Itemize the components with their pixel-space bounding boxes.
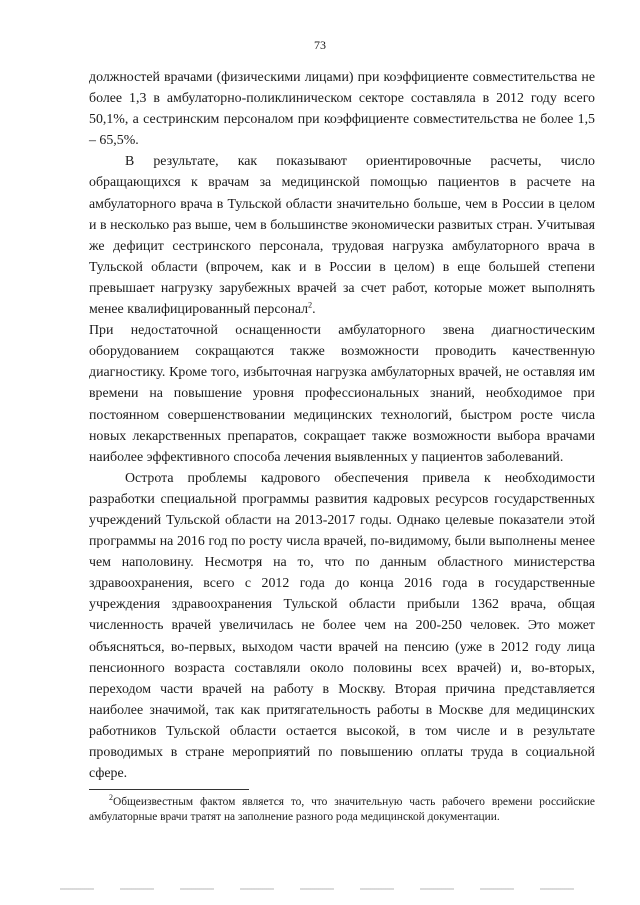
footnote-reference[interactable]: 2 [308,300,313,310]
body-text [89,67,595,784]
page-number: 73 [314,38,326,52]
footnote [89,795,595,825]
footnote-separator [89,789,249,790]
footnote-reference-tail: . [312,302,316,318]
footnote-body [89,795,595,825]
paragraph-4: Острота проблемы кадрового обеспечения привела к необходимости разработки специальной программы развития кадровых ресурсов государственных учреждений Тульской области на 2013-2017 годы. Однако целевые показатели этой программы на 2016 год по росту числа врачей, по-видимому, были выполнены менее чем наполовину. Несмотря на то, что по данным областного министерства здравоохранения, всего с 2012 года до конца 2016 года в государственные учреждения здравоохранения Тульской области прибыли 1362 врача, общая численность врачей увеличилась не более чем на 200-250 человек. Это может объясняться, во-первых, выходом части врачей на пенсию (уже в 2012 году лица пенсионного возраста составляли около половины всех врачей) и, во-вторых, переходом части врачей на работу в Москву. Вторая причина представляется наиболее значимой, так как притягательность работы в Москве для медицинских работников Тульской области остается высокой, в том числе и в результате проводимых в стране мероприятий по повышению оплаты труда в социальной сфере. [89,470,595,782]
footnote-marker: 2 [109,793,113,803]
paragraph-3: При недостаточной оснащенности амбулаторного звена диагностическим оборудованием сокращаются также возможности проводить качественную диагностику. Кроме того, избыточная нагрузка амбулаторных врачей, не оставляя им времени на повышение уровня профессиональных знаний, необходимое при постоянном совершенствовании медицинских технологий, быстром росте числа новых лекарственных препаратов, сокращает также возможности выбора врачами наиболее эффективного способа лечения выявленных у пациентов заболеваний. [89,323,595,465]
scan-artifact-line [60,888,600,890]
footnote-text: Общеизвестным фактом является то, что значительную часть рабочего времени российские амбулаторные врачи тратят на заполнение разного рода медицинской документации. [89,796,595,823]
paragraph-1: должностей врачами (физическими лицами) при коэффициенте совместительства не более 1,3 в амбулаторно-поликлиническом секторе составляла в 2012 году всего 50,1%, а сестринским персоналом при коэффициенте совместительства не более 1,5 – 65,5%. [89,70,595,149]
paragraph-2-text: В результате, как показывают ориентировочные расчеты, число обращающихся к врачам за медицинской помощью пациентов в расчете на амбулаторного врача в Тульской области значительно больше, чем в России в целом и в несколько раз выше, чем в большинстве экономически развитых стран. Учитывая же дефицит сестринского персонала, трудовая нагрузка амбулаторного врача в Тульской области (впрочем, как и в России в целом) в еще большей степени превышает нагрузку зарубежных врачей за счет работ, которые может выполнять менее квалифицированный персонал [89,154,595,318]
paragraph-2 [89,151,595,320]
